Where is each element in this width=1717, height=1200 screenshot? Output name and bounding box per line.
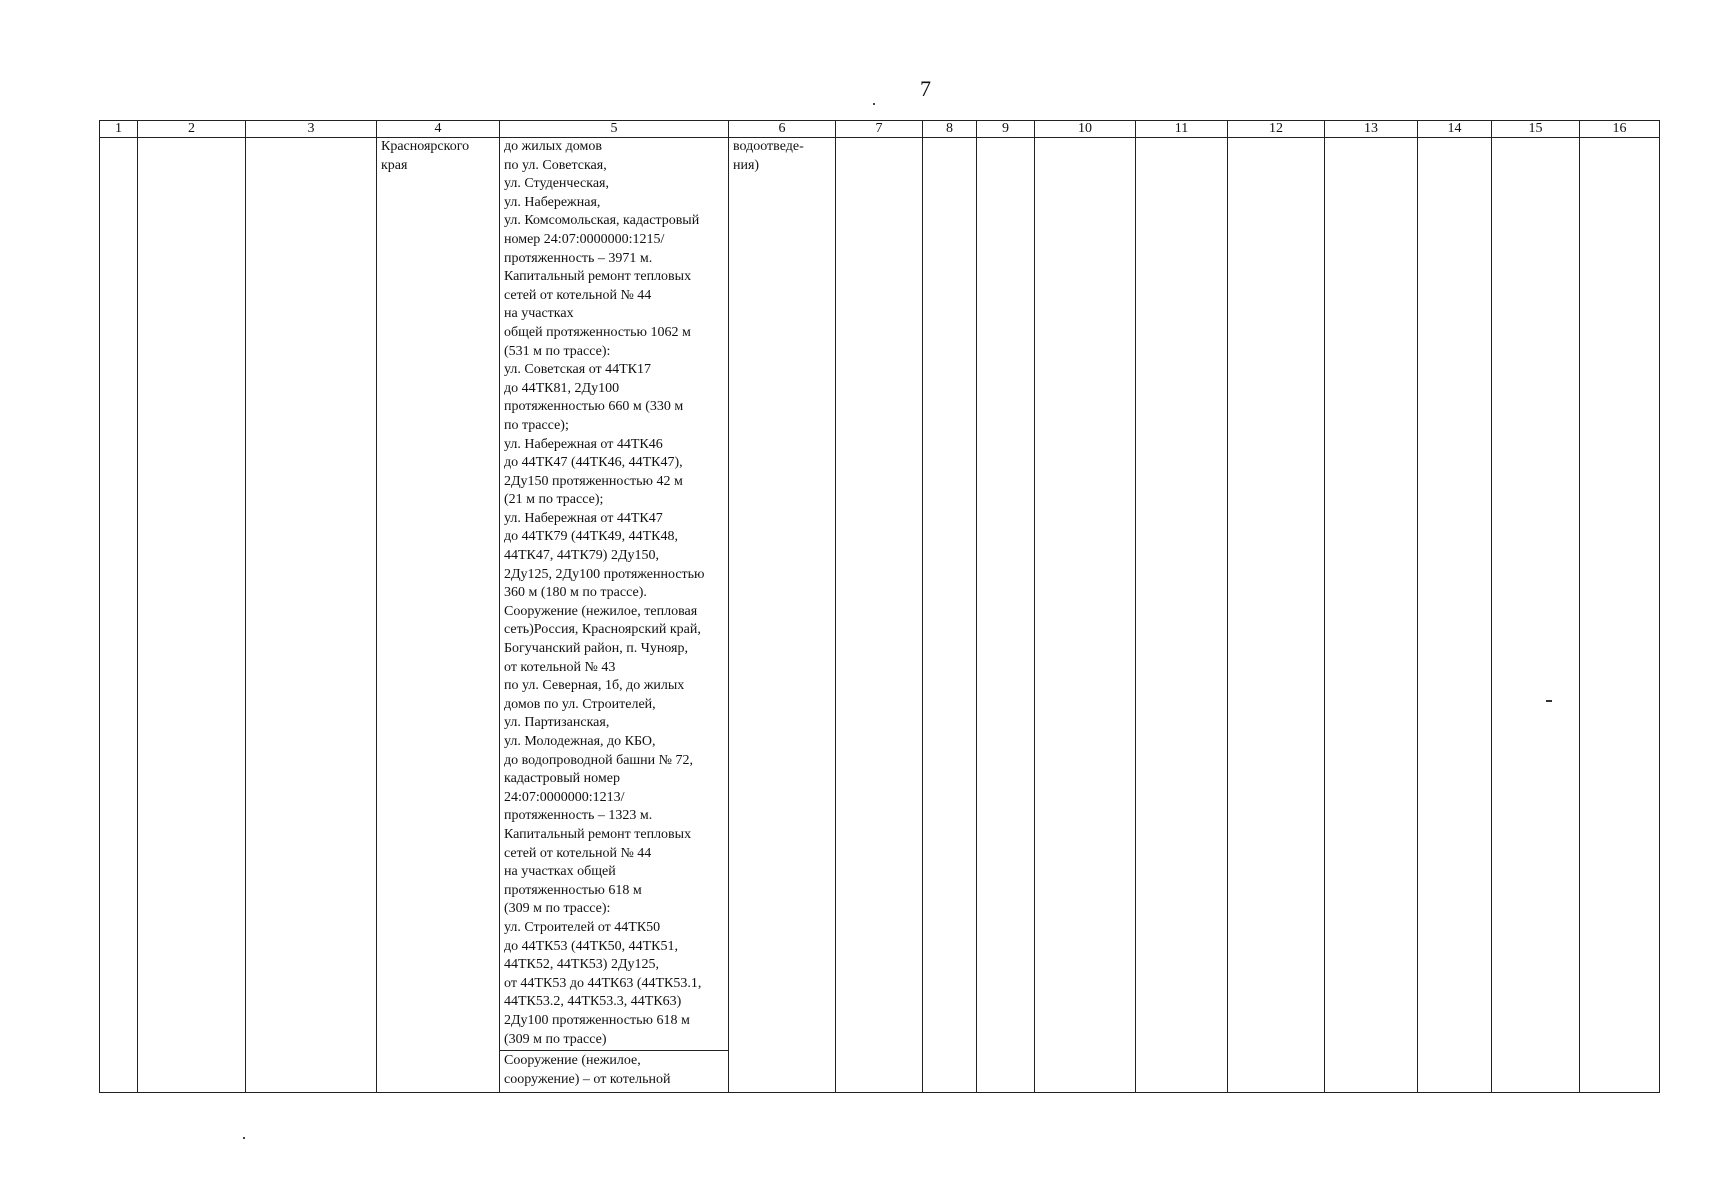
scan-speck — [873, 103, 875, 105]
column-header: 7 — [836, 121, 923, 138]
table-row — [100, 138, 1660, 1093]
table-cell — [1492, 138, 1580, 1093]
column-header: 11 — [1136, 121, 1228, 138]
table-cell-purpose — [729, 138, 836, 1093]
table-cell — [246, 138, 377, 1093]
column-header: 15 — [1492, 121, 1580, 138]
table-cell — [977, 138, 1035, 1093]
table-cell — [100, 138, 138, 1093]
column-header: 10 — [1035, 121, 1136, 138]
column-number-row — [100, 121, 1660, 138]
table-cell — [1418, 138, 1492, 1093]
column-header: 1 — [100, 121, 138, 138]
column-header: 3 — [246, 121, 377, 138]
object-description-text: до жилых домов по ул. Советская, ул. Студенческая, ул. Набережная, ул. Комсомольская, кадастровый номер 24:07:0000000:1215/ протяженность – 3971 м. Капитальный ремонт тепловых сетей от котельной № 44 на участках общей протяженностью 1062 м (531 м по трассе): ул. Советская от 44ТК17 до 44ТК81, 2Ду100 протяженностью 660 м (330 м по трассе); ул. Набережная от 44ТК46 до 44ТК47 (44ТК46, 44ТК47), 2Ду150 протяженностью 42 м (21 м по трассе); ул. Набережная от 44ТК47 до 44ТК79 (44ТК49, 44ТК48, 44ТК47, 44ТК79) 2Ду150, 2Ду125, 2Ду100 протяженностью 360 м (180 м по трассе). Сооружение (нежилое, тепловая сеть)Россия, Красноярский край, Богучанский район, п. Чунояр, от котельной № 43 по ул. Северная, 1б, до жилых домов по ул. Строителей, ул. Партизанская, ул. Молодежная, до КБО, до водопроводной башни № 72, кадастровый номер 24:07:0000000:1213/ протяженность – 1323 м. Капитальный ремонт тепловых сетей от котельной № 44 на участках общей протяженностью 618 м (309 м по трассе): ул. Строителей от 44ТК50 до 44ТК53 (44ТК50, 44ТК51, 44ТК52, 44ТК53) 2Ду125, от 44ТК53 до 44ТК63 (44ТК53.1, 44ТК53.2, 44ТК53.3, 44ТК63) 2Ду100 протяженностью 618 м (309 м по трассе) — [500, 138, 728, 1051]
table-cell — [923, 138, 977, 1093]
purpose-text: водоотведе- ния) — [733, 139, 804, 173]
column-header: 8 — [923, 121, 977, 138]
table-cell — [138, 138, 246, 1093]
table-cell — [1325, 138, 1418, 1093]
data-table — [99, 120, 1660, 1093]
scan-speck — [243, 1137, 245, 1139]
column-header: 12 — [1228, 121, 1325, 138]
column-header: 13 — [1325, 121, 1418, 138]
column-header: 5 — [500, 121, 729, 138]
table-cell — [836, 138, 923, 1093]
table-cell — [1136, 138, 1228, 1093]
column-header: 14 — [1418, 121, 1492, 138]
page-number: 7 — [920, 76, 931, 101]
object-description-continued: Сооружение (нежилое, сооружение) – от котельной — [504, 1053, 671, 1087]
table-cell-object-description — [500, 138, 729, 1093]
table-cell-region — [377, 138, 500, 1093]
table-cell — [1035, 138, 1136, 1093]
column-header: 4 — [377, 121, 500, 138]
table-cell — [1580, 138, 1660, 1093]
column-header: 16 — [1580, 121, 1660, 138]
column-header: 2 — [138, 121, 246, 138]
region-text: Красноярского края — [381, 139, 470, 173]
column-header: 6 — [729, 121, 836, 138]
column-header: 9 — [977, 121, 1035, 138]
table-cell — [1228, 138, 1325, 1093]
